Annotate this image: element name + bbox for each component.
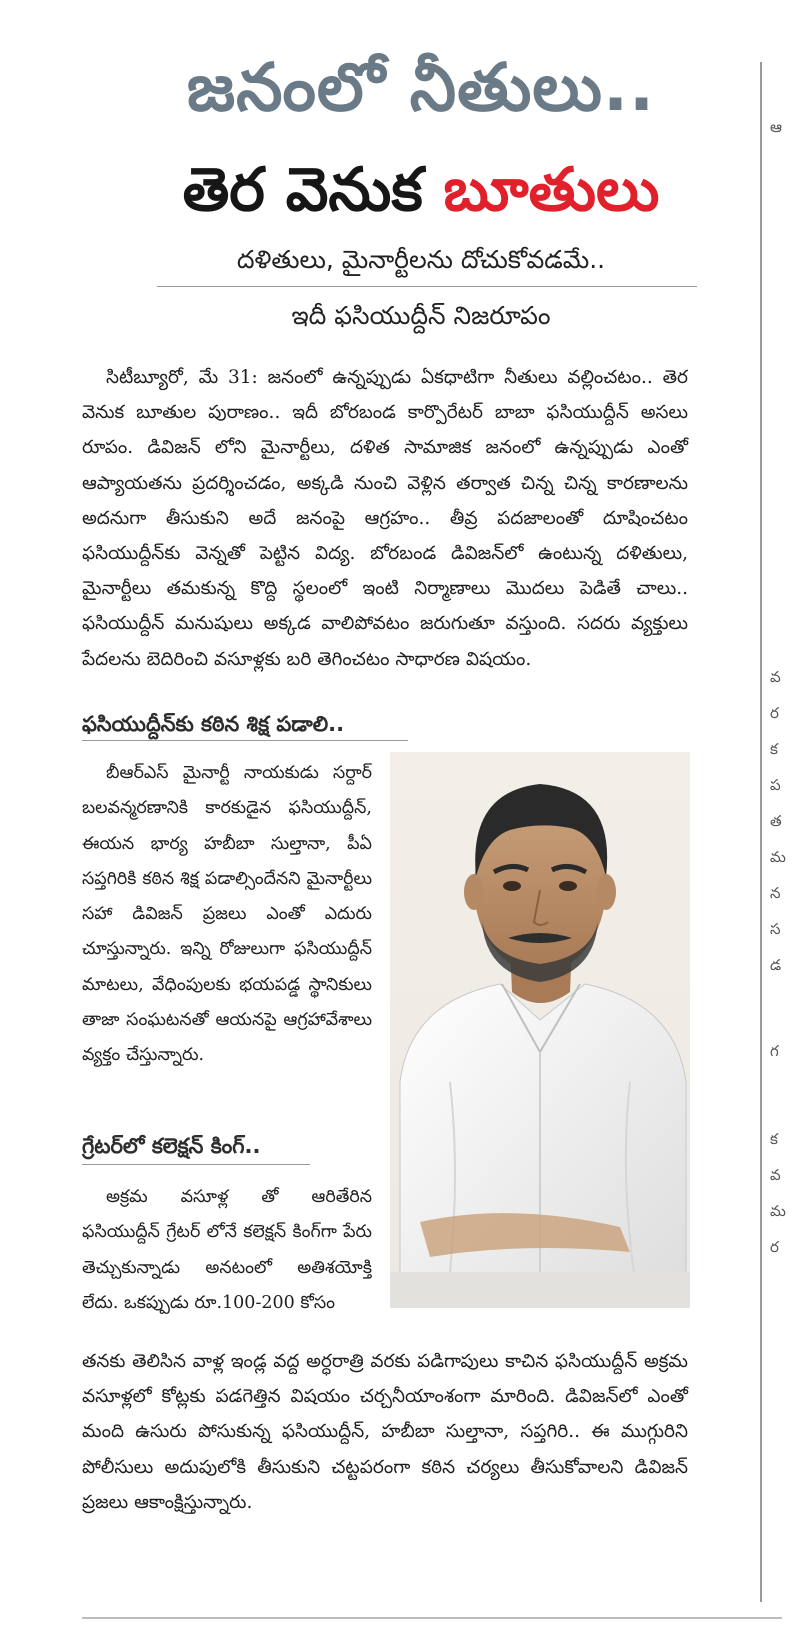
edge-glyph: వ (770, 1166, 781, 1184)
subhead-strict-punishment: ఫసియుద్దీన్‌కు కఠిన శిక్ష పడాలి.. (82, 712, 345, 736)
edge-glyph: ర (770, 1238, 779, 1256)
column-divider (760, 62, 762, 1602)
intro-paragraph: సిటీబ్యూరో, మే 31: జనంలో ఉన్నప్పుడు ఏకధాటిగా నీతులు వల్లించటం.. తెర వెనుక బూతుల పురాణం.. ఇదీ బోరబండ కార్పొరేటర్ బాబా ఫసియుద్దీన్ అసలు రూపం. డివిజన్ లోని మైనార్టీలు, దళిత సామాజిక జనంలో ఉన్నప్పుడు ఎంతో ఆప్యాయతను ప్రదర్శించడం, అక్కడి నుంచి వెళ్లిన తర్వాత చిన్న చిన్న కారణాలను అదనుగా తీసుకుని అదే జనంపై ఆగ్రహం.. తీవ్ర పదజాలంతో దూషించటం ఫసియుద్దీన్‌కు వెన్నతో పెట్టిన విద్య. బోరబండ డివిజన్‌లో ఉంటున్న దళితులు, మైనార్టీలు తమకున్న కొద్ది స్థలంలో ఇంటి నిర్మాణాలు మొదలు పెడితే చాలు.. ఫసియుద్దీన్ మనుషులు అక్కడ వాలిపోవటం జరుగుతూ వస్తుంది. సదరు వ్యక్తులు పేదలను బెదిరించి వసూళ్లకు బరి తెగించటం సాధారణ విషయం. (82, 367, 688, 670)
edge-glyph: త (770, 812, 782, 830)
punishment-paragraph-block (82, 756, 372, 1074)
adjacent-column-fragment (770, 0, 800, 1651)
deck-divider (157, 286, 697, 287)
intro-paragraph-block (82, 360, 688, 677)
punishment-paragraph: బీఆర్ఎస్ మైనార్టీ నాయకుడు సర్దార్ బలవన్మరణానికి కారకుడైన ఫసియుద్దీన్, ఈయన భార్య హబీబా సుల్తానా, పీఏ సప్తగిరికి కఠిన శిక్ష పడాల్సిందేనని మైనార్టీలు సహా డివిజన్ ప్రజలు ఎంతో ఎదురు చూస్తున్నారు. ఇన్ని రోజులుగా ఫసియుద్దీన్ మాటలు, వేధింపులకు భయపడ్డ స్థానికులు తాజా సంఘటనతో ఆయనపై ఆగ్రహావేశాలు వ్యక్తం చేస్తున్నారు. (82, 763, 372, 1066)
bottom-divider (82, 1617, 782, 1619)
edge-glyph: వ (770, 668, 781, 686)
headline-line-2-text: తెర వెనుక (182, 155, 444, 225)
collection-paragraph-full-block (82, 1344, 688, 1520)
edge-glyph: గ (770, 1042, 779, 1060)
subhead-underline (82, 740, 408, 741)
deck-line-1: దళితులు, మైనార్టీలను దోచుకోవడమే.. (236, 245, 606, 274)
article-photo (390, 752, 690, 1308)
edge-glyph: ర (770, 704, 779, 722)
edge-glyph: స (770, 920, 781, 938)
deck-line-2: ఇదీ ఫసియుద్దీన్ నిజరూపం (291, 301, 551, 330)
collection-paragraph-narrow-block (82, 1180, 372, 1321)
collection-paragraph-start: అక్రమ వసూళ్ల తో ఆరితేరిన ఫసియుద్దీన్ గ్రేటర్ లోనే కలెక్షన్ కింగ్‌గా పేరు తెచ్చుకున్నాడు అనటంలో అతిశయోక్తి లేదు. ఒకప్పుడు రూ.100-200 కోసం (82, 1187, 372, 1313)
edge-glyph: ఆ (770, 118, 782, 136)
subhead-underline (82, 1164, 310, 1165)
headline-line-2 (82, 150, 760, 230)
edge-glyph: క (770, 1130, 778, 1148)
subhead-collection-king: గ్రేటర్‌లో కలెక్షన్ కింగ్.. (82, 1134, 261, 1158)
edge-glyph: డ (770, 956, 782, 974)
edge-glyph: న (770, 884, 781, 902)
portrait-illustration (390, 752, 690, 1308)
edge-glyph: ప (770, 776, 781, 794)
headline-accent-word: బూతులు (443, 155, 660, 225)
edge-glyph: మ (770, 848, 786, 866)
edge-glyph: క (770, 740, 778, 758)
edge-glyph: మ (770, 1202, 786, 1220)
collection-paragraph-end: తనకు తెలిసిన వాళ్ల ఇండ్ల వద్ద అర్ధరాత్రి వరకు పడిగాపులు కాచిన ఫసియుద్దీన్ అక్రమ వసూళ్లలో కోట్లకు పడగెత్తిన విషయం చర్చనీయాంశంగా మారింది. డివిజన్‌లో ఎంతో మంది ఉసురు పోసుకున్న ఫసియుద్దీన్, హబీబా సుల్తానా, సప్తగిరి.. ఈ ముగ్గురిని పోలీసులు అదుపులోకి తీసుకుని చట్టపరంగా కఠిన చర్యలు తీసుకోవాలని డివిజన్ ప్రజలు ఆకాంక్షిస్తున్నారు. (82, 1351, 688, 1513)
headline-line-1: జనంలో నీతులు.. (186, 49, 656, 126)
